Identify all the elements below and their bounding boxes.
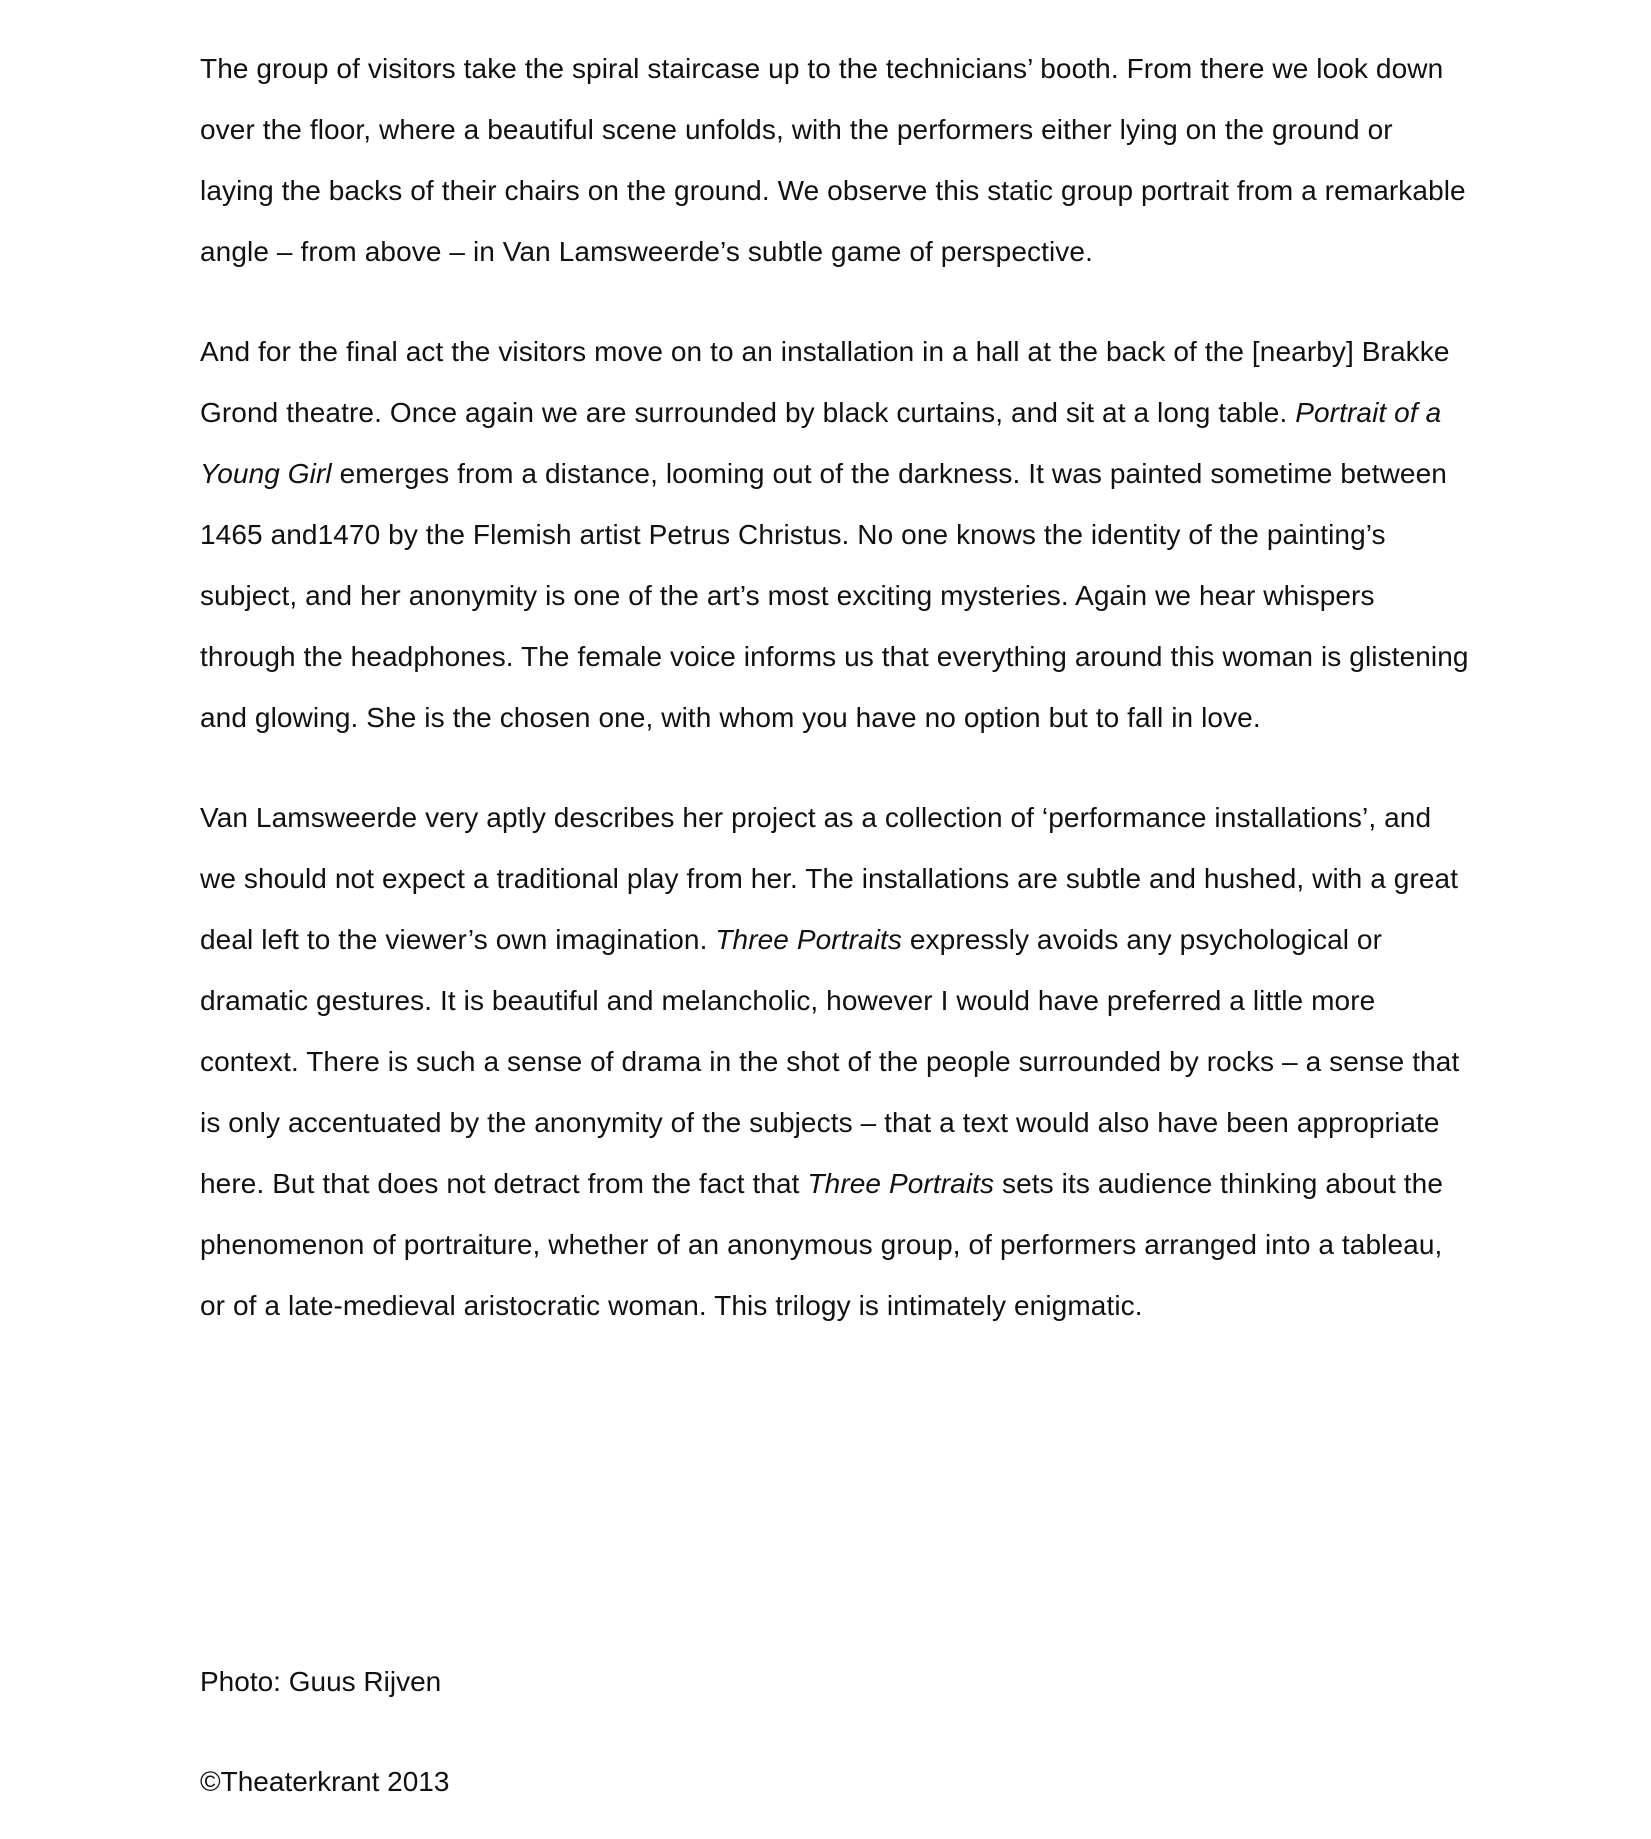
production-title: Three Portraits xyxy=(807,1168,995,1199)
painting-title: Portrait of a Young Girl xyxy=(200,397,1442,489)
paragraph-text: The group of visitors take the spiral staircase up to the technicians’ booth. From there we look down over the floor, where a beautiful scene unfolds, with the performers either lying on the ground or laying the backs of their chairs on the ground. We observe this static group portrait from a remarkable angle – from above – in Van Lamsweerde’s subtle game of perspective. xyxy=(200,53,1466,267)
paragraph-text: sets its audience thinking about the phenomenon of portraiture, whether of an anonymous group, of performers arranged into a tableau, or of a late-medieval aristocratic woman. This trilogy is intimately enigmatic. xyxy=(200,1168,1444,1321)
paragraph-final-act xyxy=(200,321,1470,748)
paragraph-text: And for the final act the visitors move on to an installation in a hall at the back of the [nearby] Brakke Grond theatre. Once again we are surrounded by black curtains, and sit at a long table. xyxy=(200,336,1450,428)
copyright-notice: ©Theaterkrant 2013 xyxy=(200,1766,450,1797)
paragraph-text: expressly avoids any psychological or dramatic gestures. It is beautiful and melancholic, however I would have preferred a little more context. There is such a sense of drama in the shot of the people surrounded by rocks – a sense that is only accentuated by the anonymity of the subjects – that a text would also have been appropriate here. But that does not detract from the fact that xyxy=(200,924,1460,1199)
paragraph-staircase xyxy=(200,38,1470,282)
paragraph-text: emerges from a distance, looming out of the darkness. It was painted sometime between 1465 and1470 by the Flemish artist Petrus Christus. No one knows the identity of the painting’s subject, and her anonymity is one of the art’s most exciting mysteries. Again we hear whispers through the headphones. The female voice informs us that everything around this woman is glistening and glowing. She is the chosen one, with whom you have no option but to fall in love. xyxy=(200,458,1469,733)
paragraph-review xyxy=(200,787,1470,1336)
photo-credit: Photo: Guus Rijven xyxy=(200,1666,442,1697)
production-title: Three Portraits xyxy=(715,924,902,955)
paragraph-text: Van Lamsweerde very aptly describes her project as a collection of ‘performance installations’, and we should not expect a traditional play from her. The installations are subtle and hushed, with a great deal left to the viewer’s own imagination. xyxy=(200,802,1459,955)
article-body xyxy=(200,38,1470,1336)
